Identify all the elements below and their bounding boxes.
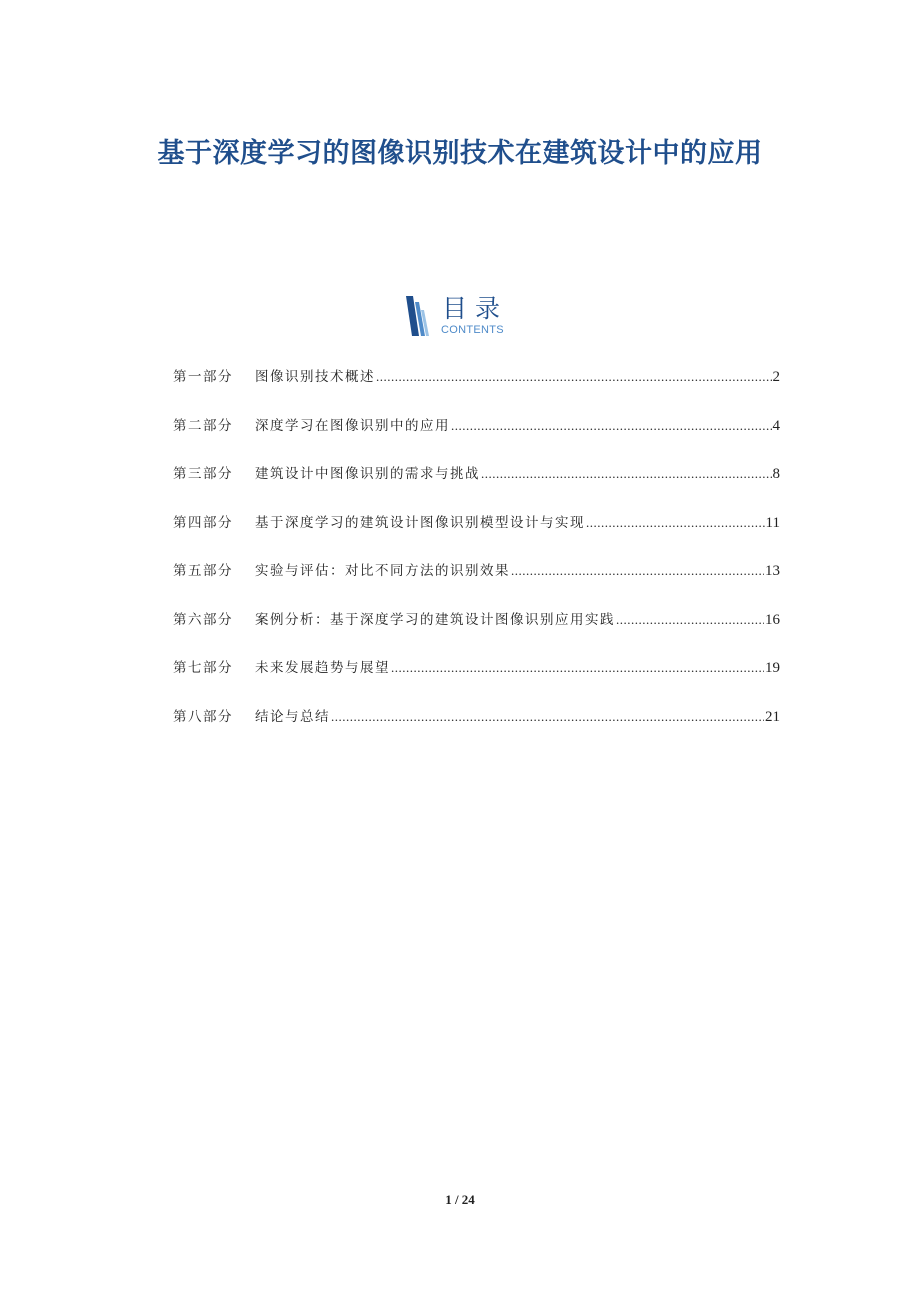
- toc-entry-page-number: 19: [765, 660, 780, 676]
- toc-heading: 目录: [442, 294, 509, 323]
- toc-logo-icon: [404, 296, 432, 338]
- toc-subheading: CONTENTS: [441, 324, 504, 336]
- toc-entry-part-label: 第一部分: [173, 369, 233, 385]
- toc-entry-part-4[interactable]: [173, 512, 780, 561]
- toc-entry-part-label: 第四部分: [173, 514, 233, 531]
- toc-entry-page-number: 8: [772, 466, 780, 482]
- toc-dot-leader: [451, 415, 772, 437]
- toc-dot-leader: [331, 706, 764, 728]
- toc-entry-page-number: 21: [765, 708, 780, 725]
- toc-dot-leader: [391, 657, 764, 679]
- toc-entry-title: 结论与总结: [255, 708, 330, 725]
- toc-entry-title: 未来发展趋势与展望: [255, 660, 390, 676]
- toc-entry-title: 基于深度学习的建筑设计图像识别模型设计与实现: [255, 514, 585, 531]
- toc-entry-part-2[interactable]: [173, 415, 780, 464]
- toc-entry-page-number: 4: [772, 417, 780, 434]
- toc-dot-leader: [586, 512, 765, 534]
- toc-list: [173, 366, 780, 754]
- toc-header: [404, 294, 524, 340]
- toc-entry-part-label: 第三部分: [173, 466, 233, 482]
- toc-entry-part-label: 第二部分: [173, 417, 233, 434]
- toc-entry-part-5[interactable]: [173, 560, 780, 609]
- toc-entry-part-7[interactable]: [173, 657, 780, 706]
- toc-entry-part-label: 第六部分: [173, 611, 233, 628]
- toc-dot-leader: [616, 609, 764, 631]
- toc-dot-leader: [511, 560, 764, 582]
- toc-entry-part-6[interactable]: [173, 609, 780, 658]
- toc-entry-part-1[interactable]: [173, 366, 780, 415]
- toc-dot-leader: [376, 366, 772, 388]
- toc-entry-title: 图像识别技术概述: [255, 369, 375, 385]
- toc-entry-title: 实验与评估：对比不同方法的识别效果: [255, 563, 510, 579]
- toc-entry-part-label: 第八部分: [173, 708, 233, 725]
- toc-entry-part-label: 第七部分: [173, 660, 233, 676]
- toc-entry-part-label: 第五部分: [173, 563, 233, 579]
- toc-entry-part-8[interactable]: [173, 706, 780, 755]
- toc-entry-title: 建筑设计中图像识别的需求与挑战: [255, 466, 480, 482]
- document-title: 基于深度学习的图像识别技术在建筑设计中的应用: [157, 138, 763, 170]
- toc-entry-page-number: 11: [765, 514, 780, 531]
- toc-entry-part-3[interactable]: [173, 463, 780, 512]
- toc-entry-page-number: 16: [765, 611, 780, 628]
- toc-entry-page-number: 2: [772, 369, 780, 385]
- toc-entry-page-number: 13: [765, 563, 780, 579]
- toc-entry-title: 案例分析：基于深度学习的建筑设计图像识别应用实践: [255, 611, 615, 628]
- toc-dot-leader: [481, 463, 772, 485]
- page-number-footer: 1 / 24: [445, 1192, 475, 1207]
- toc-entry-title: 深度学习在图像识别中的应用: [255, 417, 450, 434]
